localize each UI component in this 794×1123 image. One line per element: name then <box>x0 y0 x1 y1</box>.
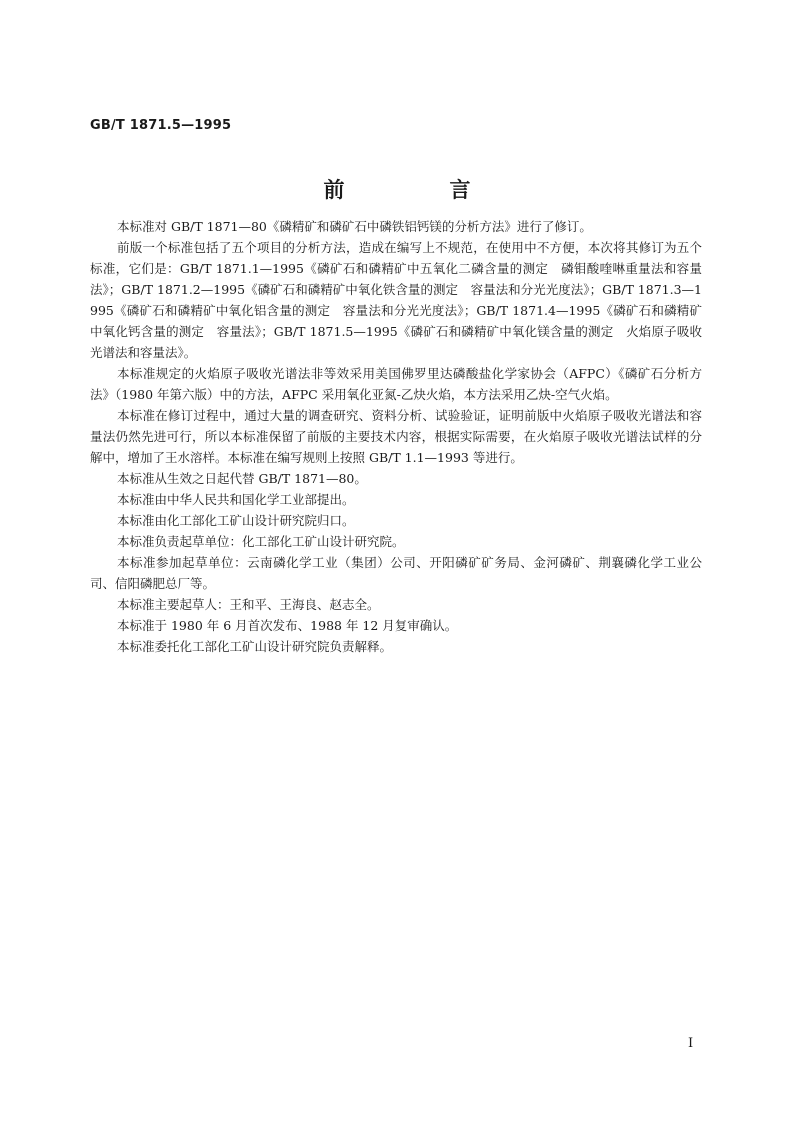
paragraph-drafting-unit: 本标准负责起草单位：化工部化工矿山设计研究院。 <box>117 534 405 549</box>
paragraph-afpc-method: 本标准规定的火焰原子吸收光谱法非等效采用美国佛罗里达磷酸盐化学家协会（AFPC）《磷矿石分析方法》（1980 年第六版）中的方法，AFPC 采用氧化亚氮-乙炔火焰，本方法采用乙炔-空气火焰。 <box>90 366 702 402</box>
standard-code: GB/T 1871.5—1995 <box>90 118 232 133</box>
paragraph-replaces: 本标准从生效之日起代替 GB/T 1871—80。 <box>117 471 367 486</box>
paragraph-interpretation: 本标准委托化工部化工矿山设计研究院负责解释。 <box>117 639 393 654</box>
page-title: 前 言 <box>323 178 513 202</box>
paragraph-revision: 本标准对 GB/T 1871—80《磷精矿和磷矿石中磷铁铝钙镁的分析方法》进行了修订。 <box>117 219 592 234</box>
paragraph-previous-edition: 前版一个标准包括了五个项目的分析方法，造成在编写上不规范，在使用中不方便，本次将其修订为五个标准，它们是：GB/T 1871.1—1995《磷矿石和磷精矿中五氧化二磷含量的测定 磷钼酸喹啉重量法和容量法》；GB/T 1871.2—1995《磷矿石和磷精矿中氧化铁含量的测定 容量法和分光光度法》；GB/T 1871.3—1995《磷矿石和磷精矿中氧化铝含量的测定 容量法和分光光度法》；GB/T 1871.4—1995《磷矿石和磷精矿中氧化钙含量的测定 容量法》；GB/T 1871.5—1995《磷矿石和磷精矿中氧化镁含量的测定 火焰原子吸收光谱法和容量法》。 <box>90 240 702 360</box>
page-number: I <box>688 1036 694 1051</box>
paragraph-participating-units: 本标准参加起草单位：云南磷化学工业（集团）公司、开阳磷矿矿务局、金河磷矿、荆襄磷化学工业公司、信阳磷肥总厂等。 <box>90 555 702 591</box>
paragraph-drafters: 本标准主要起草人：王和平、王海良、赵志全。 <box>117 597 380 612</box>
paragraph-centralized-by: 本标准由化工部化工矿山设计研究院归口。 <box>117 513 355 528</box>
paragraph-issue-history: 本标准于 1980 年 6 月首次发布、1988 年 12 月复审确认。 <box>117 618 458 633</box>
foreword-body <box>90 216 702 657</box>
paragraph-proposed-by: 本标准由中华人民共和国化学工业部提出。 <box>117 492 355 507</box>
paragraph-revision-process: 本标准在修订过程中，通过大量的调查研究、资料分析、试验验证，证明前版中火焰原子吸收光谱法和容量法仍然先进可行，所以本标准保留了前版的主要技术内容，根据实际需要，在火焰原子吸收光谱法试样的分解中，增加了王水溶样。本标准在编写规则上按照 GB/T 1.1—1993 等进行。 <box>90 408 702 465</box>
